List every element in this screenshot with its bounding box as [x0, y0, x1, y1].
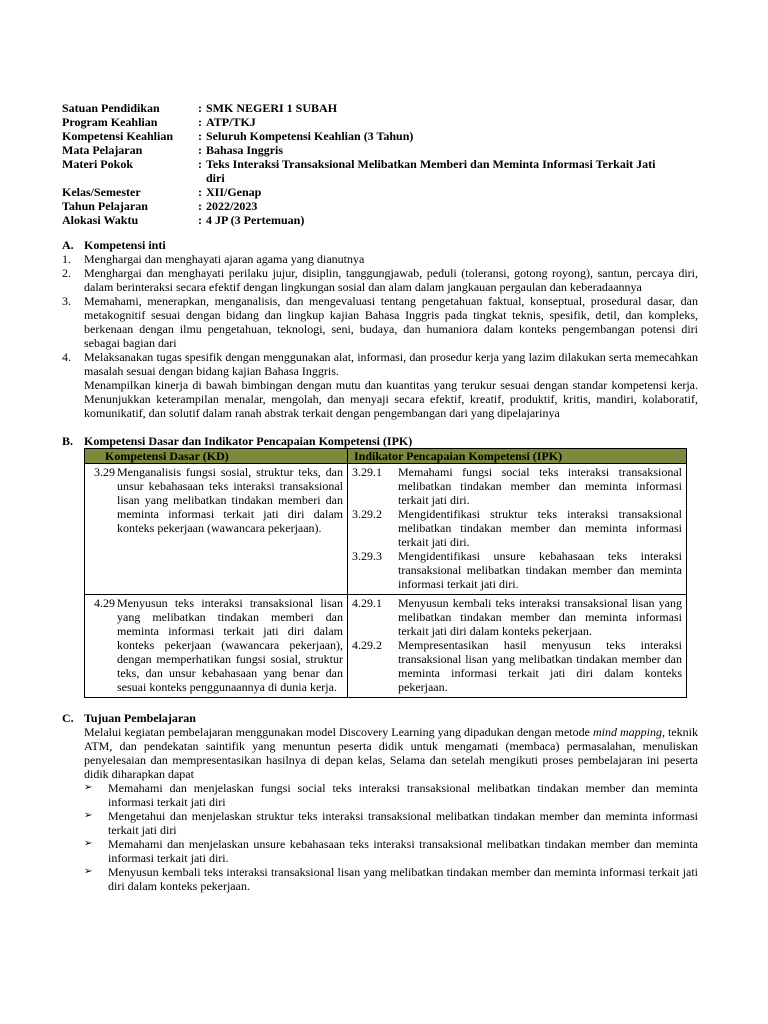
list-item — [84, 809, 698, 837]
arrow-bullet-icon: ➢ — [84, 866, 93, 877]
ipk-item — [352, 638, 682, 694]
info-value: 2022/2023 — [206, 199, 258, 213]
list-text: Menghargai dan menghayati ajaran agama yang dianutnya — [84, 252, 365, 266]
ipk-item — [352, 507, 682, 549]
info-row: Materi Pokok : Teks Interaksi Transaksional Melibatkan Memberi dan Meminta Informasi Terkait Jati diri — [62, 157, 698, 185]
ipk-number: 3.29.3 — [352, 549, 382, 563]
info-label: Materi Pokok — [62, 157, 133, 171]
kd-ipk-table — [84, 448, 687, 698]
ki-extra-paragraph: Menampilkan kinerja di bawah bimbingan dengan mutu dan kuantitas yang terukur sesuai dengan standar kompetensi kerja. Menunjukkan keterampilan menalar, mengolah, dan menyaji secara efektif, kreatif, produktif, kritis, mandiri, kolaboratif, komunikatif, dan solutif dalam ranah abstrak terkait dengan pengembangan dari yang dipelajarinya — [84, 378, 698, 420]
info-row: Program Keahlian : ATP/TKJ — [62, 115, 256, 129]
info-label: Satuan Pendidikan — [62, 101, 160, 115]
kd-cell — [85, 464, 348, 595]
list-item — [84, 781, 698, 809]
list-number: 2. — [62, 266, 71, 280]
info-value: ATP/TKJ — [206, 115, 256, 129]
tujuan-list — [62, 781, 698, 893]
arrow-bullet-icon: ➢ — [84, 838, 93, 849]
ipk-text: Mempresentasikan hasil menyusun teks interaksi transaksional lisan yang melibatkan tindakan member dan meminta informasi terkait jati diri dalam konteks pekerjaan. — [398, 638, 682, 694]
list-text: Menyusun kembali teks interaksi transaksional lisan yang melibatkan tindakan member dan meminta informasi terkait jati diri dalam konteks pekerjaan. — [108, 865, 698, 893]
ipk-cell — [348, 464, 687, 595]
column-header-ipk: Indikator Pencapaian Kompetensi (IPK) — [348, 449, 687, 464]
info-row: Mata Pelajaran : Bahasa Inggris — [62, 143, 284, 157]
kd-cell — [85, 595, 348, 698]
table-row — [85, 595, 687, 698]
arrow-bullet-icon: ➢ — [84, 782, 93, 793]
info-row: Tahun Pelajaran : 2022/2023 — [62, 199, 258, 213]
info-value: XII/Genap — [206, 185, 262, 199]
list-text: Mengetahui dan menjelaskan struktur teks interaksi transaksional melibatkan tindakan member dan meminta informasi terkait jati diri — [108, 809, 698, 837]
list-text: Melaksanakan tugas spesifik dengan menggunakan alat, informasi, dan prosedur kerja yang lazim dilakukan serta memecahkan masalah sesuai dengan bidang kajian Bahasa Inggris. — [84, 350, 698, 378]
section-letter: B. — [62, 434, 74, 448]
list-number: 4. — [62, 350, 71, 364]
info-row: Kompetensi Keahlian : Seluruh Kompetensi Keahlian (3 Tahun) — [62, 129, 414, 143]
list-text: Memahami dan menjelaskan unsure kebahasaan teks interaksi transaksional melibatkan tindakan member dan meminta informasi terkait jati diri. — [108, 837, 698, 865]
ipk-text: Mengidentifikasi unsure kebahasaan teks interaksi transaksional melibatkan tindakan member dan meminta informasi terkait jati diri. — [398, 549, 682, 591]
italic-term: mind mapping — [592, 725, 662, 739]
section-c-heading — [62, 711, 698, 725]
table-header-row — [85, 449, 687, 464]
list-item — [62, 350, 698, 378]
list-number: 3. — [62, 294, 71, 308]
list-text: Memahami dan menjelaskan fungsi social teks interaksi transaksional melibatkan tindakan member dan meminta informasi terkait jati diri — [108, 781, 698, 809]
ipk-number: 3.29.2 — [352, 507, 382, 521]
list-item — [62, 294, 698, 350]
list-text: Menghargai dan menghayati perilaku jujur, disiplin, tanggungjawab, peduli (toleransi, gotong royong), santun, percaya diri, dalam berinteraksi secara efektif dengan lingkungan sosial dan alam dalam jangkauan pergaulan dan keberadaannya — [84, 266, 698, 294]
list-item — [62, 252, 698, 266]
info-label: Kelas/Semester — [62, 185, 141, 199]
info-value: Seluruh Kompetensi Keahlian (3 Tahun) — [206, 129, 414, 143]
kompetensi-inti-list — [62, 252, 698, 420]
section-letter: A. — [62, 238, 74, 252]
list-item — [84, 837, 698, 865]
kd-number: 4.29 — [94, 596, 115, 610]
info-value: SMK NEGERI 1 SUBAH — [206, 101, 338, 115]
kd-text: Menganalisis fungsi sosial, struktur teks, dan unsur kebahasaan teks interaksi transaksional lisan yang melibatkan tindakan memberi dan meminta informasi terkait jati diri dalam konteks pekerjaan (wawancara pekerjaan). — [117, 465, 343, 535]
info-value: Teks Interaksi Transaksional Melibatkan Memberi dan Meminta Informasi Terkait Jati diri — [206, 157, 656, 185]
ipk-text: Mengidentifikasi struktur teks interaksi transaksional melibatkan tindakan member dan meminta informasi terkait jati diri. — [398, 507, 682, 549]
list-text: Memahami, menerapkan, menganalisis, dan mengevaluasi tentang pengetahuan faktual, konseptual, prosedural dasar, dan metakognitif sesuai dengan bidang dan lingkup kajian Bahasa Inggris pada tingkat teknis, spesifik, detil, dan kompleks, berkenaan dengan ilmu pengetahuan, teknologi, seni, budaya, dan humaniora dalam konteks pengembangan potensi diri sebagai bagian dari — [84, 294, 698, 350]
ipk-number: 4.29.2 — [352, 638, 382, 652]
document-page — [62, 101, 698, 893]
info-row: Alokasi Waktu : 4 JP (3 Pertemuan) — [62, 213, 305, 227]
info-value: Bahasa Inggris — [206, 143, 284, 157]
tujuan-paragraph: Melalui kegiatan pembelajaran menggunakan model Discovery Learning yang dipadukan dengan metode mind mapping, teknik ATM, dan pendekatan saintifik yang menuntun peserta didik untuk mengamati (membaca) permasalahan, menuliskan penyelesaian dan mempresentasikan hasilnya di depan kelas, Selama dan setelah mengikuti proses pembelajaran ini peserta didik diharapkan dapat — [84, 725, 698, 781]
column-header-kd: Kompetensi Dasar (KD) — [85, 449, 348, 464]
ipk-cell — [348, 595, 687, 698]
list-item — [84, 865, 698, 893]
info-row: Satuan Pendidikan : SMK NEGERI 1 SUBAH — [62, 101, 338, 115]
ipk-text: Menyusun kembali teks interaksi transaksional lisan yang melibatkan tindakan member dan meminta informasi terkait jati diri dalam konteks pekerjaan. — [398, 596, 682, 638]
section-a-heading — [62, 238, 698, 252]
ipk-number: 3.29.1 — [352, 465, 382, 479]
list-item — [62, 266, 698, 294]
identity-block — [62, 101, 698, 227]
info-value: 4 JP (3 Pertemuan) — [206, 213, 305, 227]
arrow-bullet-icon: ➢ — [84, 810, 93, 821]
table-row — [85, 464, 687, 595]
ipk-number: 4.29.1 — [352, 596, 382, 610]
kd-number: 3.29 — [94, 465, 115, 479]
info-label: Tahun Pelajaran — [62, 199, 148, 213]
section-b-heading — [62, 434, 698, 448]
section-title: Kompetensi inti — [84, 238, 166, 252]
ipk-item — [352, 549, 682, 591]
ipk-item — [352, 465, 682, 507]
info-label: Program Keahlian — [62, 115, 158, 129]
section-title: Tujuan Pembelajaran — [84, 711, 196, 725]
info-label: Alokasi Waktu — [62, 213, 139, 227]
ipk-text: Memahami fungsi social teks interaksi transaksional melibatkan tindakan member dan meminta informasi terkait jati diri. — [398, 465, 682, 507]
info-row: Kelas/Semester : XII/Genap — [62, 185, 262, 199]
list-number: 1. — [62, 252, 71, 266]
section-title: Kompetensi Dasar dan Indikator Pencapaian Kompetensi (IPK) — [84, 434, 413, 448]
info-label: Mata Pelajaran — [62, 143, 143, 157]
kd-text: Menyusun teks interaksi transaksional lisan yang melibatkan tindakan memberi dan meminta informasi terkait jati diri dalam konteks pekerjaan (wawancara pekerjaan), dengan memperhatikan fungsi sosial, struktur teks, dan unsur kebahasaan yang benar dan sesuai konteks penggunaannya di dunia kerja. — [117, 596, 343, 694]
ipk-item — [352, 596, 682, 638]
info-label: Kompetensi Keahlian — [62, 129, 174, 143]
section-letter: C. — [62, 711, 74, 725]
